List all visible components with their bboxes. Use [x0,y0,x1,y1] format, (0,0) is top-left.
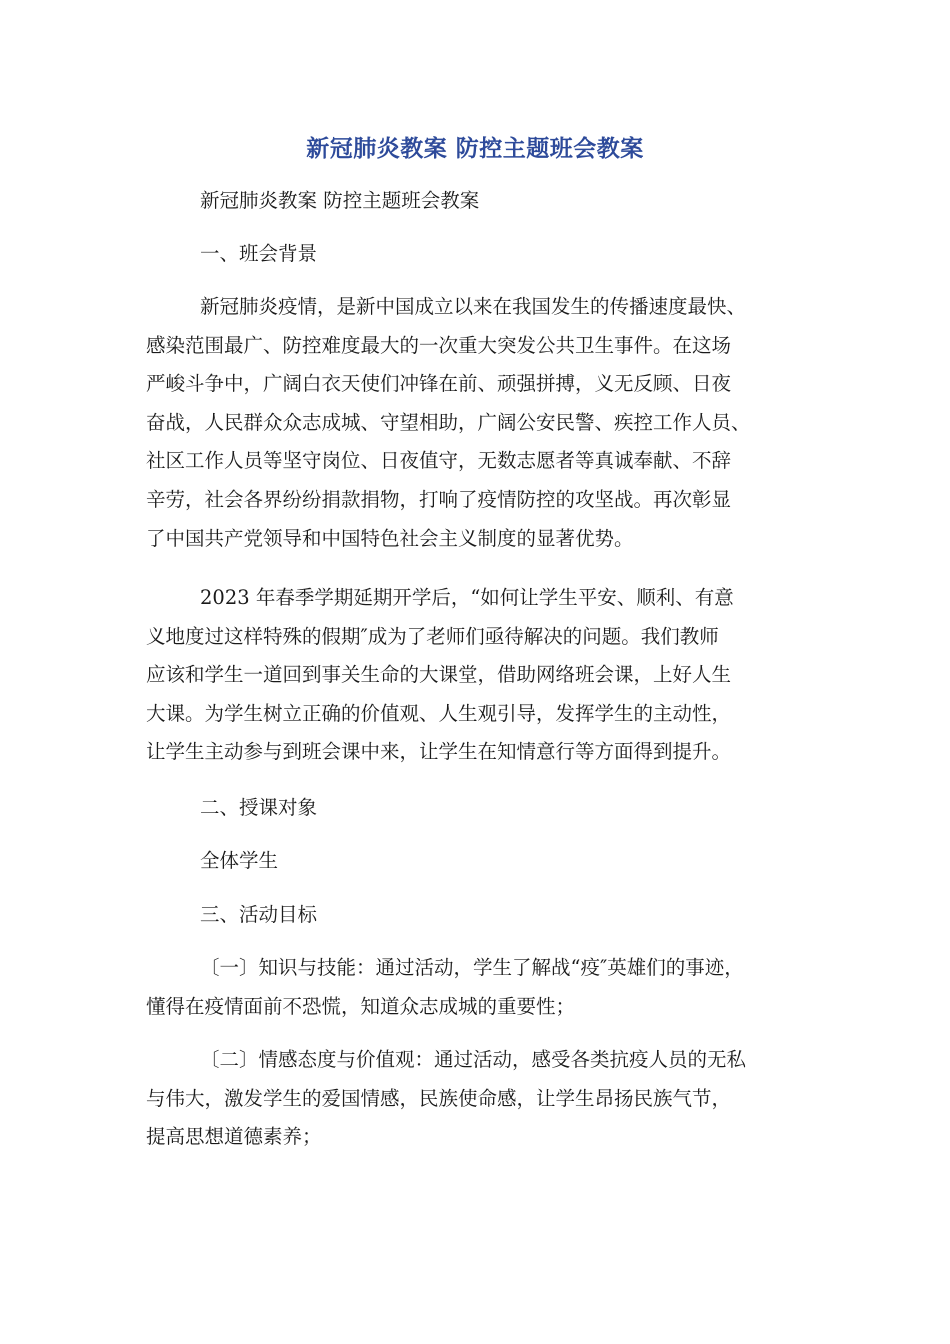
goal-knowledge [146,949,816,1026]
paragraph-line: 懂得在疫情面前不恐慌，知道众志成城的重要性； [146,994,576,1018]
paragraph-line: 了中国共产党领导和中国特色社会主义制度的显著优势。 [146,526,634,550]
paragraph-line: 〔二〕情感态度与价值观：通过活动，感受各类抗疫人员的无私 [200,1048,747,1071]
paragraph-line: 提高思想道德素养； [146,1125,322,1149]
paragraph-line: 社区工作人员等坚守岗位、日夜值守，无数志愿者等真诚奉献、不辞 [146,449,732,473]
section-3-heading: 三、活动目标 [200,903,318,926]
paragraph-line: 与伟大，激发学生的爱国情感，民族使命感，让学生昂扬民族气节， [146,1086,732,1110]
subtitle-block [146,182,816,221]
paragraph-semester [146,579,816,772]
paragraph-line: 感染范围最广、防控难度最大的一次重大突发公共卫生事件。在这场 [146,333,732,357]
goal-emotion [146,1041,816,1157]
paragraph-line: 严峻斗争中，广阔白衣天使们冲锋在前、顽强拼搏，义无反顾、日夜 [146,372,732,396]
section-1-heading: 一、班会背景 [200,242,318,265]
paragraph-line: 辛劳，社会各界纷纷捐款捐物，打响了疫情防控的攻坚战。再次彰显 [146,487,732,511]
subtitle: 新冠肺炎教案 防控主题班会教案 [200,189,480,212]
paragraph-background [146,288,816,558]
paragraph-line: 奋战，人民群众众志成城、守望相助，广阔公安民警、疾控工作人员、 [146,410,751,434]
paragraph-line: 义地度过这样特殊的假期″成为了老师们亟待解决的问题。我们教师 [146,624,719,648]
section-1-heading-block [146,235,816,274]
section-2-heading: 二、授课对象 [200,796,318,819]
section-2-body: 全体学生 [200,849,279,872]
section-2-body-block [146,842,816,881]
paragraph-line: 2023 年春季学期延期开学后，“如何让学生平安、顺利、有意 [200,586,734,609]
paragraph-line: 应该和学生一道回到事关生命的大课堂，借助网络班会课，上好人生 [146,663,732,687]
paragraph-line: 新冠肺炎疫情，是新中国成立以来在我国发生的传播速度最快、 [200,295,747,318]
paragraph-line: 让学生主动参与到班会课中来，让学生在知情意行等方面得到提升。 [146,740,732,764]
section-2-heading-block [146,789,816,828]
document-title: 新冠肺炎教案 防控主题班会教案 [306,136,644,162]
paragraph-line: 〔一〕知识与技能：通过活动，学生了解战“疫″英雄们的事迹， [200,956,744,979]
section-3-heading-block [146,896,816,935]
paragraph-line: 大课。为学生树立正确的价值观、人生观引导，发挥学生的主动性， [146,701,732,725]
